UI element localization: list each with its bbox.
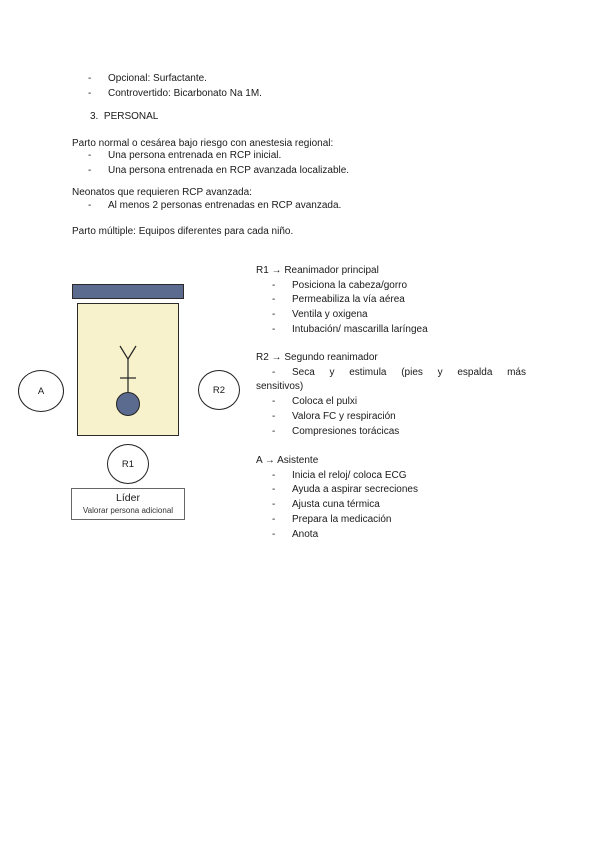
list-item: - Valora FC y respiración [272, 410, 396, 422]
r1-circle: R1 [107, 444, 149, 484]
role-heading: R1 → Reanimador principal [256, 265, 379, 276]
parto-normal-intro: Parto normal o cesárea bajo riesgo con anestesia regional: [72, 138, 334, 149]
neonatos-list [88, 199, 341, 214]
list-item: - Al menos 2 personas entrenadas en RCP avanzada. [88, 200, 342, 211]
role-heading: A → Asistente [256, 455, 319, 466]
list-item: - Intubación/ mascarilla laríngea [272, 323, 428, 335]
role-heading: R2 → Segundo reanimador [256, 352, 378, 363]
section-heading: 3. PERSONAL [90, 111, 159, 122]
list-item: - Coloca el pulxi [272, 396, 358, 408]
list-item: - Posiciona la cabeza/gorro [272, 279, 408, 291]
leader-title: Líder [116, 492, 140, 504]
role-r2-first-line: - Seca y estimula (pies y espalda más [272, 366, 526, 378]
role-list [256, 469, 526, 543]
role-list [256, 395, 526, 439]
list-item: - Una persona entrenada en RCP inicial. [88, 150, 282, 161]
list-item: - Controvertido: Bicarbonato Na 1M. [88, 87, 262, 99]
radiant-warmer-bar [72, 284, 184, 299]
assistant-circle: A [18, 370, 64, 412]
neonatos-intro: Neonatos que requieren RCP avanzada: [72, 187, 252, 198]
role-r2 [256, 351, 526, 439]
list-item: - Ventila y oxigena [272, 309, 368, 321]
list-item: - Ajusta cuna térmica [272, 499, 380, 511]
r2-circle: R2 [198, 370, 240, 410]
list-item: - Anota [272, 528, 319, 540]
parto-multiple: Parto múltiple: Equipos diferentes para cada niño. [72, 226, 294, 237]
leader-subtitle: Valorar persona adicional [82, 506, 174, 515]
list-item: - Ayuda a aspirar secreciones [272, 484, 418, 496]
role-r2-first-line-cont: sensitivos) [256, 381, 304, 393]
list-item: - Compresiones torácicas [272, 425, 400, 437]
list-item: - Inicia el reloj/ coloca ECG [272, 469, 407, 481]
role-list [256, 279, 526, 338]
parto-normal-list [88, 149, 349, 178]
list-item: - Prepara la medicación [272, 513, 392, 525]
list-item: - Una persona entrenada en RCP avanzada localizable. [88, 164, 350, 176]
baby-icon [78, 304, 180, 437]
resuscitation-bed [77, 303, 179, 436]
role-r1 [256, 264, 526, 338]
leader-box [71, 488, 185, 520]
top-list [88, 72, 262, 101]
role-a [256, 454, 526, 542]
list-item: - Permeabiliza la vía aérea [272, 294, 405, 306]
list-item: - Opcional: Surfactante. [88, 73, 207, 84]
